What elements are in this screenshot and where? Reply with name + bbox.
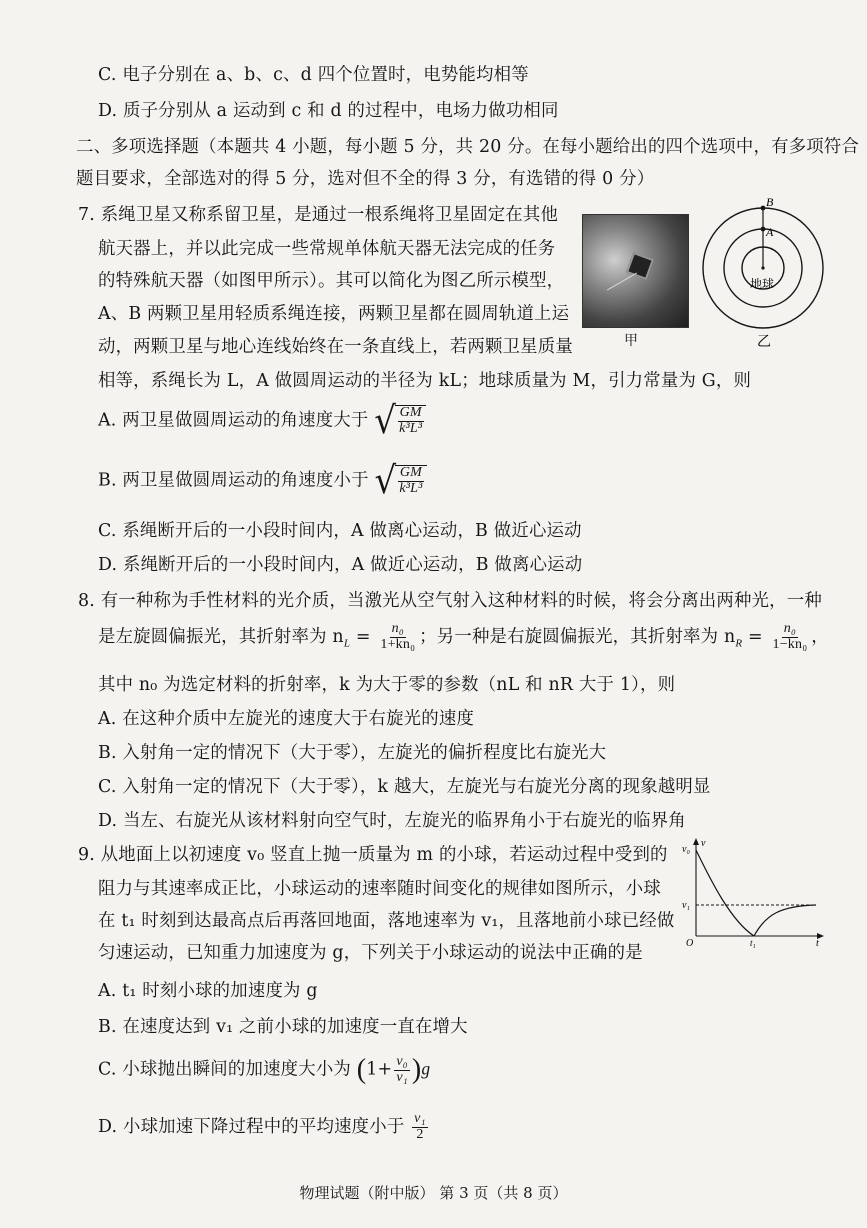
q7-text-line4: A、B 两颗卫星用轻质系绳连接，两颗卫星都在圆周轨道上运 <box>98 304 570 324</box>
frac-numerator: n₀ <box>783 621 797 637</box>
q8-text-line3: 其中 n₀ 为选定材料的折射率，k 为大于零的参数（nL 和 nR 大于 1），则 <box>98 675 676 695</box>
q7-text-line5: 动，两颗卫星与地心连线始终在一条直线上，若两颗卫星质量 <box>98 337 573 357</box>
q9-text-line3: 在 t₁ 时刻到达最高点后再落回地面，落地速率为 v₁，且落地前小球已经做 <box>98 911 675 931</box>
q9-text-line1: 9. 从地面上以初速度 v₀ 竖直上抛一质量为 m 的小球，若运动过程中受到的 <box>78 845 668 865</box>
tether-satellite-photo <box>582 214 689 328</box>
q7-option-a <box>98 399 426 443</box>
q9-option-d <box>98 1112 430 1143</box>
velocity-time-graph <box>676 836 826 948</box>
q8-option-d: D. 当左、右旋光从该材料射向空气时，左旋光的临界角小于右旋光的临界角 <box>98 811 686 831</box>
satellite-a-dot <box>761 227 766 232</box>
figure-jia-label: 甲 <box>624 333 638 349</box>
q8-text-line1: 8. 有一种称为手性材料的光介质，当激光从空气射入这种材料的时候，将会分离出两种光，一种 <box>78 591 822 611</box>
option-c-q6: C. 电子分别在 a、b、c、d 四个位置时，电势能均相等 <box>98 65 529 85</box>
earth-center-dot <box>761 266 764 269</box>
q9-option-b: B. 在速度达到 v₁ 之前小球的加速度一直在增大 <box>98 1017 468 1037</box>
v0-over-v1 <box>394 1055 409 1085</box>
frac-numerator: v₁ <box>414 1111 426 1127</box>
figure-yi-label: 乙 <box>757 334 771 350</box>
frac-denominator: k³L³ <box>399 481 423 496</box>
nl-fraction <box>378 622 417 652</box>
tether-line <box>607 273 637 291</box>
section-heading-line2: 题目要求，全部选对的得 5 分，选对但不全的得 3 分，有选错的得 0 分） <box>76 169 655 189</box>
frac-numerator: n₀ <box>391 621 404 637</box>
q8-option-b: B. 入射角一定的情况下（大于零），左旋光的偏折程度比右旋光大 <box>98 743 607 763</box>
frac-numerator: v₀ <box>396 1053 408 1069</box>
one-plus: 1+ <box>366 1059 393 1080</box>
nr-subscript: R <box>735 637 743 650</box>
g-symbol: g <box>421 1058 431 1079</box>
v1-over-2 <box>412 1112 427 1142</box>
frac-denominator: 1+kn₀ <box>380 637 416 652</box>
comma: ， <box>811 627 829 647</box>
frac-denominator: 2 <box>416 1127 424 1142</box>
frac-numerator: GM <box>399 405 422 421</box>
sqrt-expression: √ $\frac{GM}{\text{k³L³}}$ <box>374 404 426 438</box>
nr-fraction <box>771 622 810 652</box>
q7-option-b <box>98 459 427 503</box>
label-origin: O <box>686 938 694 948</box>
orbit-diagram <box>700 196 830 356</box>
q7-text-line3: 的特殊航天器（如图甲所示）。其可以简化为图乙所示模型， <box>98 271 565 291</box>
nl-subscript: L <box>343 637 351 650</box>
q7-text-line1: 7. 系绳卫星又称系留卫星，是通过一根系绳将卫星固定在其他 <box>78 205 559 225</box>
q7-option-d: D. 系绳断开后的一小段时间内，A 做近心运动，B 做离心运动 <box>98 555 583 575</box>
sqrt-expression: √ $\frac{GM}{\text{k³L³}}$ <box>374 464 426 498</box>
q8-text-line2 <box>98 622 829 653</box>
q9-option-d-text: D. 小球加速下降过程中的平均速度小于 <box>98 1117 405 1137</box>
q9-text-line2: 阻力与其速率成正比，小球运动的速率随时间变化的规律如图所示，小球 <box>98 879 661 899</box>
option-d-q6: D. 质子分别从 a 运动到 c 和 d 的过程中，电场力做功相同 <box>98 101 559 121</box>
q9-option-c: C. 小球抛出瞬间的加速度大小为 (1+ $\frac{\text{v₀}}{\text{v₁}}$ )g <box>98 1053 431 1085</box>
section-heading-line1: 二、多项选择题（本题共 4 小题，每小题 5 分，共 20 分。在每小题给出的四个选项中，有多项符合 <box>76 137 860 157</box>
frac-numerator: GM <box>399 465 423 481</box>
label-t: t <box>816 938 819 948</box>
v-axis-arrow <box>693 838 699 845</box>
q8-option-a: A. 在这种介质中左旋光的速度大于右旋光的速度 <box>98 709 475 729</box>
q8-nr-text: ；另一种是右旋圆偏振光，其折射率为 n <box>419 627 736 647</box>
label-v1: v₁ <box>682 900 690 911</box>
q9-text-line4: 匀速运动，已知重力加速度为 g，下列关于小球运动的说法中正确的是 <box>98 943 643 963</box>
frac-denominator: v₁ <box>396 1069 408 1085</box>
q9-option-a: A. t₁ 时刻小球的加速度为 g <box>98 981 318 1001</box>
frac-denominator: k³L³ <box>399 421 423 436</box>
frac-denominator: 1−kn₀ <box>772 637 808 652</box>
satellite-b-dot <box>761 206 766 211</box>
label-v0: v₀ <box>682 844 690 855</box>
q8-nl-text: 是左旋圆偏振光，其折射率为 n <box>98 627 344 647</box>
page-footer: 物理试题（附中版） 第 3 页（共 8 页） <box>299 1184 568 1202</box>
rising-phase-curve <box>696 850 754 936</box>
q8-option-c: C. 入射角一定的情况下（大于零），k 越大，左旋光与右旋光分离的现象越明显 <box>98 777 711 797</box>
q7-text-line2: 航天器上，并以此完成一些常规单体航天器无法完成的任务 <box>98 239 556 259</box>
q7-text-line6: 相等，系绳长为 L，A 做圆周运动的半径为 kL；地球质量为 M，引力常量为 G，则 <box>98 371 752 391</box>
equals-sign: = <box>355 627 371 647</box>
q7-option-a-text: A. 两卫星做圆周运动的角速度大于 <box>98 410 369 431</box>
label-v: v <box>701 838 706 849</box>
label-a: A <box>766 225 774 239</box>
falling-phase-curve <box>754 905 816 936</box>
equals-sign: = <box>748 627 763 647</box>
label-b: B <box>766 196 774 209</box>
label-t1: t₁ <box>750 938 756 948</box>
q7-option-b-text: B. 两卫星做圆周运动的角速度小于 <box>98 470 369 491</box>
q7-option-c: C. 系绳断开后的一小段时间内，A 做离心运动，B 做近心运动 <box>98 521 582 541</box>
q9-option-c-text: C. 小球抛出瞬间的加速度大小为 <box>98 1059 352 1080</box>
label-earth: 地球 <box>750 277 775 291</box>
